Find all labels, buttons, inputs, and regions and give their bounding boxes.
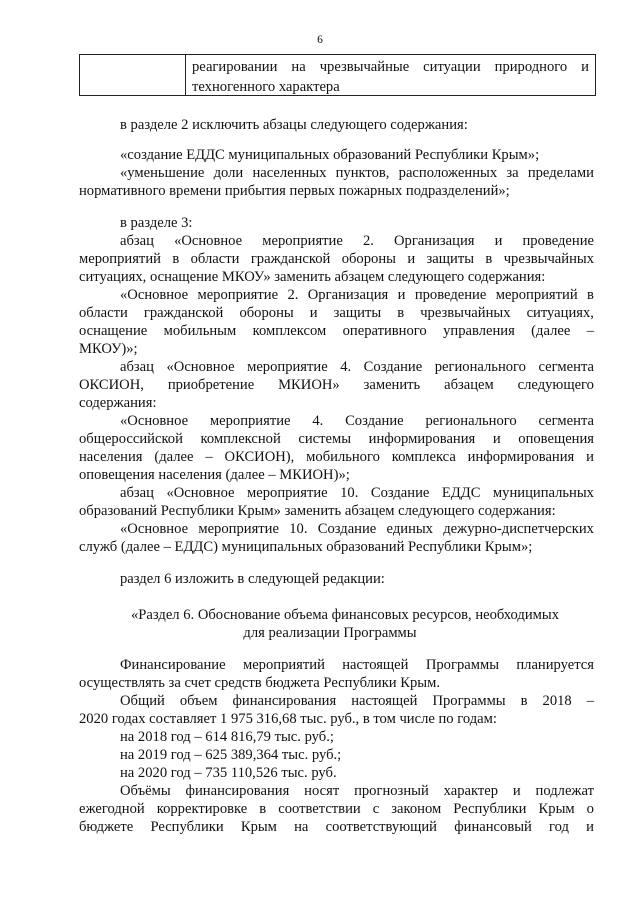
word: мероприятие bbox=[209, 413, 291, 429]
word: защиты bbox=[333, 305, 382, 321]
word: ОКСИОН, bbox=[79, 377, 144, 393]
word: (далее bbox=[531, 323, 571, 339]
financing-1-line-1 bbox=[120, 656, 594, 674]
word: соответствии bbox=[278, 801, 361, 817]
word: бюджете bbox=[79, 819, 134, 835]
word: гражданской bbox=[250, 251, 331, 267]
word: комплекса bbox=[391, 449, 456, 465]
abzac-5-line-2: образований Республики Крым» заменить абзацем следующего содержания: bbox=[79, 503, 556, 519]
word: общероссийской bbox=[79, 431, 183, 447]
financing-3-line-1 bbox=[120, 782, 594, 800]
word: доли bbox=[213, 165, 244, 181]
word: абзацем bbox=[444, 377, 494, 393]
word: «Основное bbox=[120, 413, 189, 429]
word: в bbox=[520, 693, 528, 709]
abzac-3-line-1 bbox=[120, 358, 594, 376]
word: регионального bbox=[425, 413, 517, 429]
word: Создание bbox=[317, 521, 377, 537]
word: чрезвычайных bbox=[503, 251, 594, 267]
word: и bbox=[586, 449, 594, 465]
word: прогнозный bbox=[354, 783, 429, 799]
word: Крым bbox=[240, 819, 277, 835]
word: обороны bbox=[341, 251, 396, 267]
word: 10. bbox=[340, 485, 359, 501]
word: комплексной bbox=[200, 431, 281, 447]
word: и bbox=[512, 783, 521, 799]
word: области bbox=[79, 305, 128, 321]
word: финансовый bbox=[454, 819, 532, 835]
word: гражданской bbox=[143, 305, 224, 321]
word: ОКСИОН), bbox=[224, 449, 295, 465]
word: сегмента bbox=[538, 359, 594, 375]
abzac-6-line-1 bbox=[120, 520, 594, 538]
word: информирования bbox=[368, 431, 476, 447]
word: ситуациях, bbox=[526, 305, 594, 321]
word: в bbox=[485, 251, 493, 267]
word: комплексом bbox=[252, 323, 327, 339]
word: подлежат bbox=[535, 783, 594, 799]
word: носят bbox=[304, 783, 340, 799]
word: «Основное bbox=[120, 521, 189, 537]
word: единых bbox=[386, 521, 433, 537]
word: Программы bbox=[425, 657, 499, 673]
financing-3-line-2 bbox=[79, 800, 594, 818]
word: в bbox=[259, 801, 267, 817]
quote-reduction-line-2: нормативного времени прибытия первых пожарных подразделений»; bbox=[79, 183, 510, 199]
abzac-4-line-2 bbox=[79, 430, 594, 448]
word: абзац bbox=[120, 359, 154, 375]
word: мероприятий bbox=[495, 287, 578, 303]
word: оперативного bbox=[342, 323, 427, 339]
word: соответствующий bbox=[325, 819, 437, 835]
word: чрезвычайных bbox=[420, 305, 511, 321]
financing-1-line-2: осуществлять за счет средств бюджета Республики Крым. bbox=[79, 675, 440, 691]
word: и bbox=[581, 59, 589, 75]
word: Программы bbox=[432, 693, 506, 709]
word: оснащение bbox=[79, 323, 148, 339]
word: реагировании bbox=[192, 59, 278, 75]
word: 2018 bbox=[542, 693, 572, 709]
abzac-5-line-1 bbox=[120, 484, 594, 502]
table-line-1 bbox=[192, 57, 589, 77]
word: следующего bbox=[517, 377, 594, 393]
word: природного bbox=[494, 59, 568, 75]
word: мероприятие bbox=[262, 233, 343, 249]
word: обороны bbox=[239, 305, 294, 321]
year-2019-amount: на 2019 год – 625 389,364 тыс. руб.; bbox=[120, 747, 342, 763]
word: области bbox=[190, 251, 240, 267]
word: 2. bbox=[287, 287, 299, 303]
table-line-2: техногенного характера bbox=[192, 79, 340, 95]
word: финансирования bbox=[185, 783, 290, 799]
word: мероприятие bbox=[247, 485, 328, 501]
word: финансирования bbox=[232, 693, 337, 709]
word: заменить bbox=[363, 377, 421, 393]
paragraph-section-3: в разделе 3: bbox=[120, 215, 193, 231]
word: объем bbox=[179, 693, 218, 709]
word: Крым bbox=[538, 801, 575, 817]
page-number: 6 bbox=[317, 34, 323, 46]
word: Создание bbox=[363, 359, 423, 375]
word: пунктов, bbox=[335, 165, 390, 181]
word: настоящей bbox=[342, 657, 409, 673]
word: законом bbox=[391, 801, 442, 817]
word: и bbox=[309, 305, 318, 321]
word: 4. bbox=[312, 413, 324, 429]
word: 4. bbox=[340, 359, 352, 375]
word: «Основное bbox=[166, 485, 235, 501]
word: проведение bbox=[414, 287, 487, 303]
financing-2-line-1 bbox=[120, 692, 594, 710]
word: пределами bbox=[527, 165, 594, 181]
abzac-4-line-4: оповещения населения (далее – МКИОН)»; bbox=[79, 467, 350, 483]
word: корректировке bbox=[156, 801, 248, 817]
word: на bbox=[294, 819, 309, 835]
word: ЕДДС bbox=[441, 485, 481, 501]
word: защиты bbox=[426, 251, 475, 267]
financing-2-line-2: 2020 годах составляет 1 975 316,68 тыс. руб., в том числе по годам: bbox=[79, 711, 497, 727]
word: Организация bbox=[393, 233, 475, 249]
section-6-heading-line-2: для реализации Программы bbox=[243, 625, 417, 641]
abzac-2-line-2 bbox=[79, 304, 594, 322]
abzac-1-line-3: ситуациях, оснащение МКОУ» заменить абзацем следующего содержания: bbox=[79, 269, 546, 285]
word: 10. bbox=[289, 521, 308, 537]
word: расположенных bbox=[398, 165, 498, 181]
abzac-4-line-1 bbox=[120, 412, 594, 430]
word: мероприятие bbox=[197, 287, 279, 303]
word: и bbox=[586, 819, 594, 835]
word: «Основное bbox=[166, 359, 235, 375]
word: с bbox=[372, 801, 380, 817]
word: управления bbox=[443, 323, 515, 339]
word: за bbox=[506, 165, 519, 181]
word: населения bbox=[79, 449, 143, 465]
continuation-table bbox=[79, 54, 596, 96]
abzac-2-line-3 bbox=[79, 322, 594, 340]
word: (далее bbox=[154, 449, 194, 465]
paragraph-section-6: раздел 6 изложить в следующей редакции: bbox=[120, 571, 385, 587]
word: муниципальных bbox=[492, 485, 594, 501]
word: в bbox=[587, 287, 594, 303]
word: мобильным bbox=[163, 323, 237, 339]
word: «Основное bbox=[120, 287, 189, 303]
word: проведение bbox=[522, 233, 594, 249]
word: «Основное bbox=[174, 233, 243, 249]
word: Общий bbox=[120, 693, 165, 709]
word: Республики bbox=[453, 801, 527, 817]
word: и bbox=[397, 287, 406, 303]
year-2020-amount: на 2020 год – 735 110,526 тыс. руб. bbox=[120, 765, 337, 781]
word: на bbox=[291, 59, 306, 75]
word: дежурно-диспетчерских bbox=[443, 521, 594, 537]
table-cell-empty bbox=[80, 55, 186, 95]
word: – bbox=[205, 449, 213, 465]
word: МКИОН» bbox=[278, 377, 340, 393]
word: 2. bbox=[362, 233, 374, 249]
section-6-heading-line-1: «Раздел 6. Обоснование объема финансовых ресурсов, необходимых bbox=[131, 607, 559, 623]
word: абзац bbox=[120, 485, 154, 501]
abzac-1-line-2 bbox=[79, 250, 594, 268]
word: – bbox=[586, 323, 594, 339]
word: приобретение bbox=[167, 377, 255, 393]
word: абзац bbox=[120, 233, 154, 249]
year-2018-amount: на 2018 год – 614 816,79 тыс. руб.; bbox=[120, 729, 334, 745]
abzac-1-line-1 bbox=[120, 232, 594, 250]
word: и bbox=[492, 431, 501, 447]
word: информирования bbox=[467, 449, 575, 465]
word: и bbox=[407, 251, 416, 267]
table-cell-text bbox=[186, 55, 595, 95]
word: Создание bbox=[345, 413, 404, 429]
word: сегмента bbox=[538, 413, 594, 429]
word: мобильного bbox=[306, 449, 380, 465]
word: мероприятий bbox=[79, 251, 161, 267]
abzac-2-line-4: МКОУ)»; bbox=[79, 341, 138, 357]
word: Республики bbox=[150, 819, 224, 835]
word: о bbox=[586, 801, 594, 817]
financing-3-line-3 bbox=[79, 818, 594, 836]
quote-reduction-line-1 bbox=[120, 164, 594, 182]
word: характер bbox=[443, 783, 499, 799]
word: мероприятие bbox=[198, 521, 279, 537]
abzac-4-line-3 bbox=[79, 448, 594, 466]
word: мероприятий bbox=[242, 657, 325, 673]
paragraph-section-2: в разделе 2 исключить абзацы следующего содержания: bbox=[120, 117, 468, 133]
abzac-6-line-2: служб (далее – ЕДДС) муниципальных образований Республики Крым»; bbox=[79, 539, 533, 555]
word: «уменьшение bbox=[120, 165, 205, 181]
word: в bbox=[397, 305, 405, 321]
word: оповещения bbox=[518, 431, 594, 447]
word: мероприятие bbox=[247, 359, 328, 375]
word: год bbox=[549, 819, 569, 835]
word: ситуации bbox=[423, 59, 481, 75]
word: Объёмы bbox=[120, 783, 171, 799]
word: настоящей bbox=[351, 693, 418, 709]
word: и bbox=[494, 233, 503, 249]
word: – bbox=[586, 693, 594, 709]
word: Создание bbox=[370, 485, 430, 501]
quote-eddс-creation: «создание ЕДДС муниципальных образований Республики Крым»; bbox=[120, 147, 540, 163]
word: системы bbox=[298, 431, 352, 447]
word: в bbox=[172, 251, 180, 267]
word: регионального bbox=[434, 359, 526, 375]
word: населенных bbox=[252, 165, 327, 181]
word: ежегодной bbox=[79, 801, 145, 817]
abzac-2-line-1 bbox=[120, 286, 594, 304]
abzac-3-line-3: содержания: bbox=[79, 395, 157, 411]
word: планируется bbox=[516, 657, 594, 673]
word: чрезвычайные bbox=[319, 59, 410, 75]
abzac-3-line-2 bbox=[79, 376, 594, 394]
word: Организация bbox=[307, 287, 389, 303]
word: Финансирование bbox=[120, 657, 226, 673]
